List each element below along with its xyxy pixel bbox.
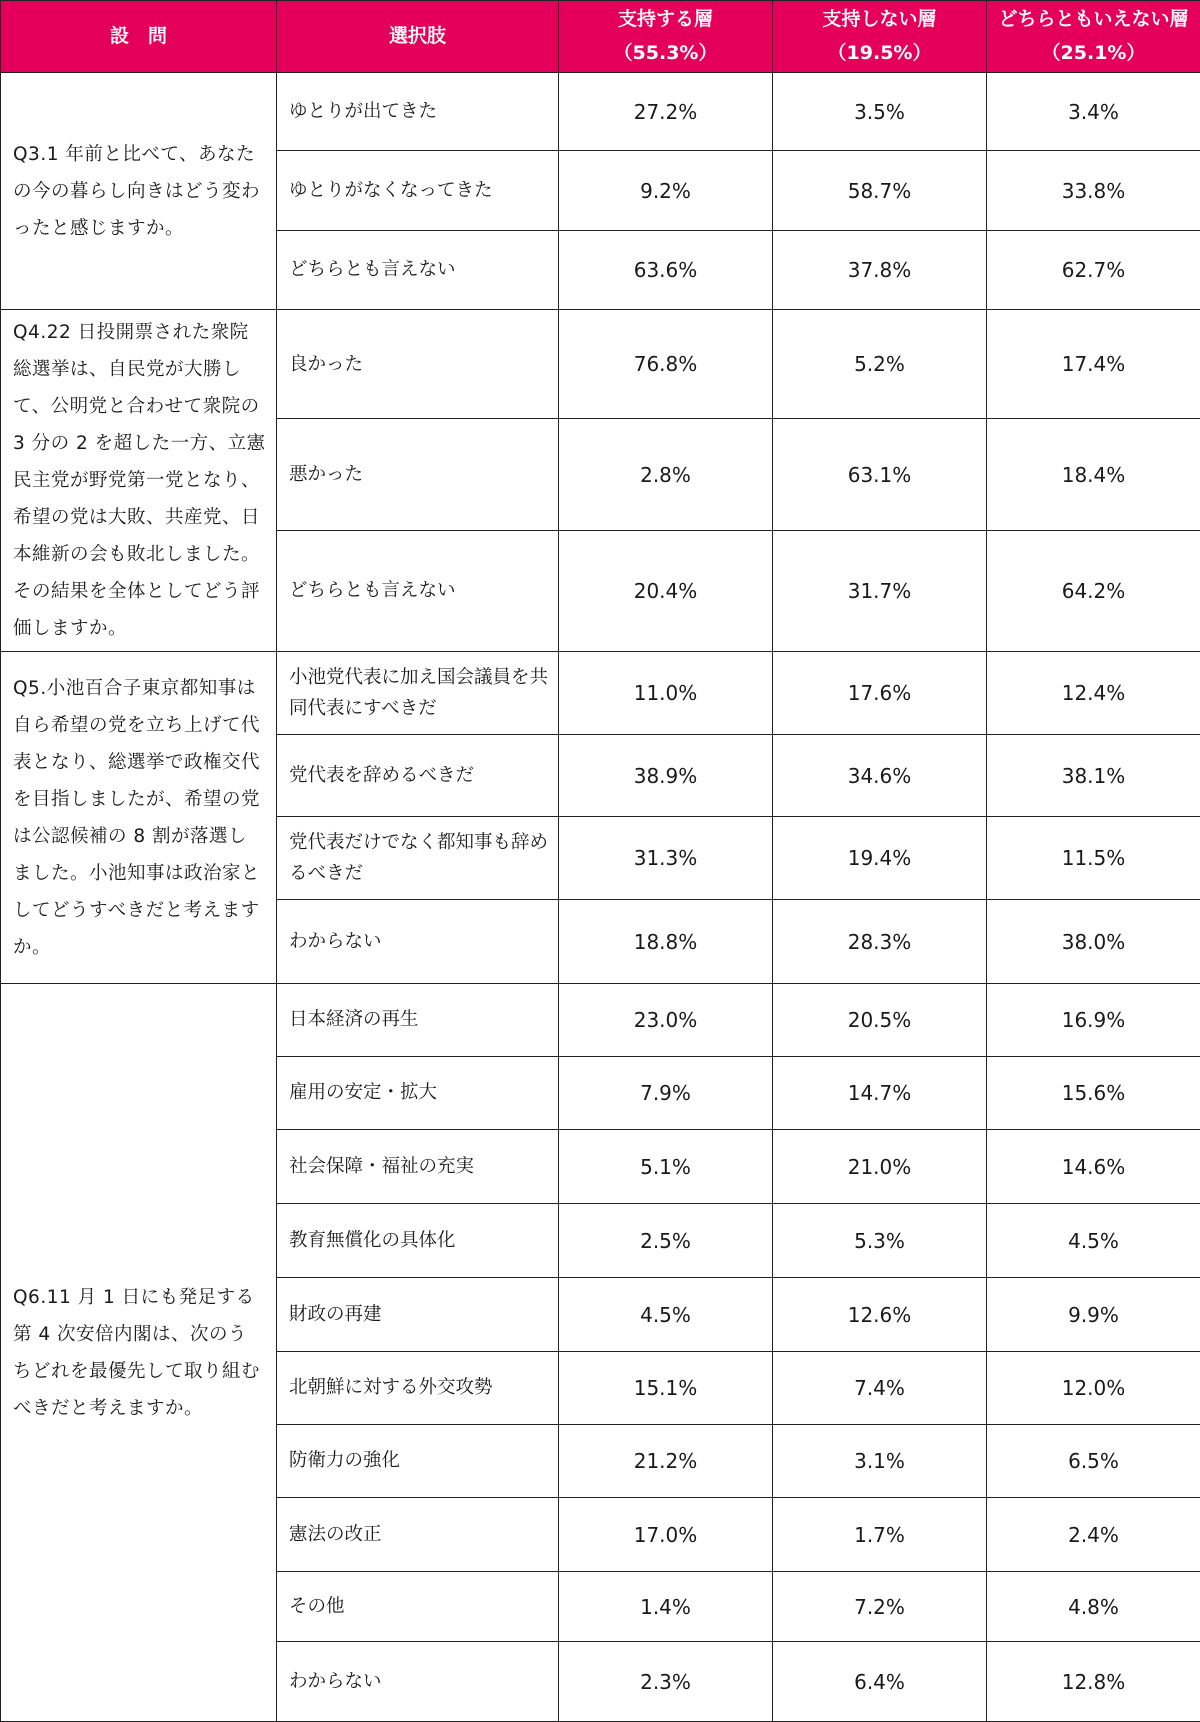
value-neutral: 4.5% [987, 1204, 1200, 1278]
option-cell: わからない [277, 1642, 559, 1722]
value-non-supporters: 19.4% [773, 817, 987, 900]
option-cell: 雇用の安定・拡大 [277, 1057, 559, 1130]
table-row [1, 984, 1200, 1057]
value-non-supporters: 3.1% [773, 1425, 987, 1498]
value-neutral: 3.4% [987, 73, 1200, 151]
value-non-supporters: 5.3% [773, 1204, 987, 1278]
option-cell: 防衛力の強化 [277, 1425, 559, 1498]
value-supporters: 11.0% [559, 652, 773, 735]
value-supporters: 2.3% [559, 1642, 773, 1722]
option-cell: その他 [277, 1572, 559, 1642]
value-supporters: 2.5% [559, 1204, 773, 1278]
option-cell: わからない [277, 900, 559, 984]
option-cell: 北朝鮮に対する外交攻勢 [277, 1352, 559, 1425]
value-neutral: 15.6% [987, 1057, 1200, 1130]
value-supporters: 31.3% [559, 817, 773, 900]
value-non-supporters: 58.7% [773, 151, 987, 231]
value-neutral: 12.4% [987, 652, 1200, 735]
value-neutral: 64.2% [987, 531, 1200, 652]
value-supporters: 4.5% [559, 1278, 773, 1352]
header-question: 設 問 [1, 1, 277, 73]
option-cell: 悪かった [277, 419, 559, 531]
value-non-supporters: 17.6% [773, 652, 987, 735]
value-non-supporters: 7.4% [773, 1352, 987, 1425]
option-cell: どちらとも言えない [277, 231, 559, 310]
value-non-supporters: 3.5% [773, 73, 987, 151]
question-cell: Q4.22 日投開票された衆院総選挙は、自民党が大勝して、公明党と合わせて衆院の 3 分の 2 を超した一方、立憲民主党が野党第一党となり、希望の党は大敗、共産党、日本維新の会も敗北しました。その結果を全体としてどう評価しますか。 [1, 310, 277, 652]
value-non-supporters: 63.1% [773, 419, 987, 531]
value-supporters: 9.2% [559, 151, 773, 231]
header-supporters: 支持する層 （55.3%） [559, 1, 773, 73]
value-non-supporters: 37.8% [773, 231, 987, 310]
value-supporters: 23.0% [559, 984, 773, 1057]
value-supporters: 7.9% [559, 1057, 773, 1130]
header-neutral: どちらともいえない層 （25.1%） [987, 1, 1200, 73]
value-neutral: 18.4% [987, 419, 1200, 531]
table-row [1, 73, 1200, 151]
value-supporters: 18.8% [559, 900, 773, 984]
value-neutral: 2.4% [987, 1498, 1200, 1572]
option-cell: 日本経済の再生 [277, 984, 559, 1057]
value-supporters: 76.8% [559, 310, 773, 419]
value-non-supporters: 5.2% [773, 310, 987, 419]
value-neutral: 33.8% [987, 151, 1200, 231]
value-neutral: 12.0% [987, 1352, 1200, 1425]
value-supporters: 38.9% [559, 735, 773, 817]
question-cell: Q3.1 年前と比べて、あなたの今の暮らし向きはどう変わったと感じますか。 [1, 73, 277, 310]
value-non-supporters: 31.7% [773, 531, 987, 652]
value-supporters: 1.4% [559, 1572, 773, 1642]
option-cell: 党代表を辞めるべきだ [277, 735, 559, 817]
value-neutral: 12.8% [987, 1642, 1200, 1722]
question-cell: Q5.小池百合子東京都知事は自ら希望の党を立ち上げて代表となり、総選挙で政権交代を目指しましたが、希望の党は公認候補の 8 割が落選しました。小池知事は政治家としてどうすべきだと考えますか。 [1, 652, 277, 984]
value-non-supporters: 20.5% [773, 984, 987, 1057]
value-neutral: 62.7% [987, 231, 1200, 310]
value-neutral: 16.9% [987, 984, 1200, 1057]
option-cell: ゆとりが出てきた [277, 73, 559, 151]
option-cell: どちらとも言えない [277, 531, 559, 652]
value-neutral: 14.6% [987, 1130, 1200, 1204]
option-cell: 小池党代表に加え国会議員を共同代表にすべきだ [277, 652, 559, 735]
value-non-supporters: 12.6% [773, 1278, 987, 1352]
value-non-supporters: 14.7% [773, 1057, 987, 1130]
option-cell: 財政の再建 [277, 1278, 559, 1352]
value-supporters: 20.4% [559, 531, 773, 652]
header-non-supporters: 支持しない層 （19.5%） [773, 1, 987, 73]
option-cell: 教育無償化の具体化 [277, 1204, 559, 1278]
value-supporters: 27.2% [559, 73, 773, 151]
table-header-row [1, 1, 1200, 73]
value-neutral: 38.0% [987, 900, 1200, 984]
value-neutral: 6.5% [987, 1425, 1200, 1498]
value-neutral: 4.8% [987, 1572, 1200, 1642]
value-non-supporters: 21.0% [773, 1130, 987, 1204]
option-cell: ゆとりがなくなってきた [277, 151, 559, 231]
value-neutral: 38.1% [987, 735, 1200, 817]
value-supporters: 17.0% [559, 1498, 773, 1572]
value-supporters: 15.1% [559, 1352, 773, 1425]
option-cell: 社会保障・福祉の充実 [277, 1130, 559, 1204]
header-option: 選択肢 [277, 1, 559, 73]
value-supporters: 5.1% [559, 1130, 773, 1204]
option-cell: 党代表だけでなく都知事も辞めるべきだ [277, 817, 559, 900]
option-cell: 良かった [277, 310, 559, 419]
table-row [1, 652, 1200, 735]
question-cell: Q6.11 月 1 日にも発足する第 4 次安倍内閣は、次のうちどれを最優先して取り組むべきだと考えますか。 [1, 984, 277, 1722]
value-non-supporters: 34.6% [773, 735, 987, 817]
value-supporters: 63.6% [559, 231, 773, 310]
value-supporters: 2.8% [559, 419, 773, 531]
table-row [1, 310, 1200, 419]
option-cell: 憲法の改正 [277, 1498, 559, 1572]
value-neutral: 11.5% [987, 817, 1200, 900]
value-non-supporters: 28.3% [773, 900, 987, 984]
value-neutral: 17.4% [987, 310, 1200, 419]
value-non-supporters: 7.2% [773, 1572, 987, 1642]
value-non-supporters: 6.4% [773, 1642, 987, 1722]
value-supporters: 21.2% [559, 1425, 773, 1498]
value-non-supporters: 1.7% [773, 1498, 987, 1572]
value-neutral: 9.9% [987, 1278, 1200, 1352]
